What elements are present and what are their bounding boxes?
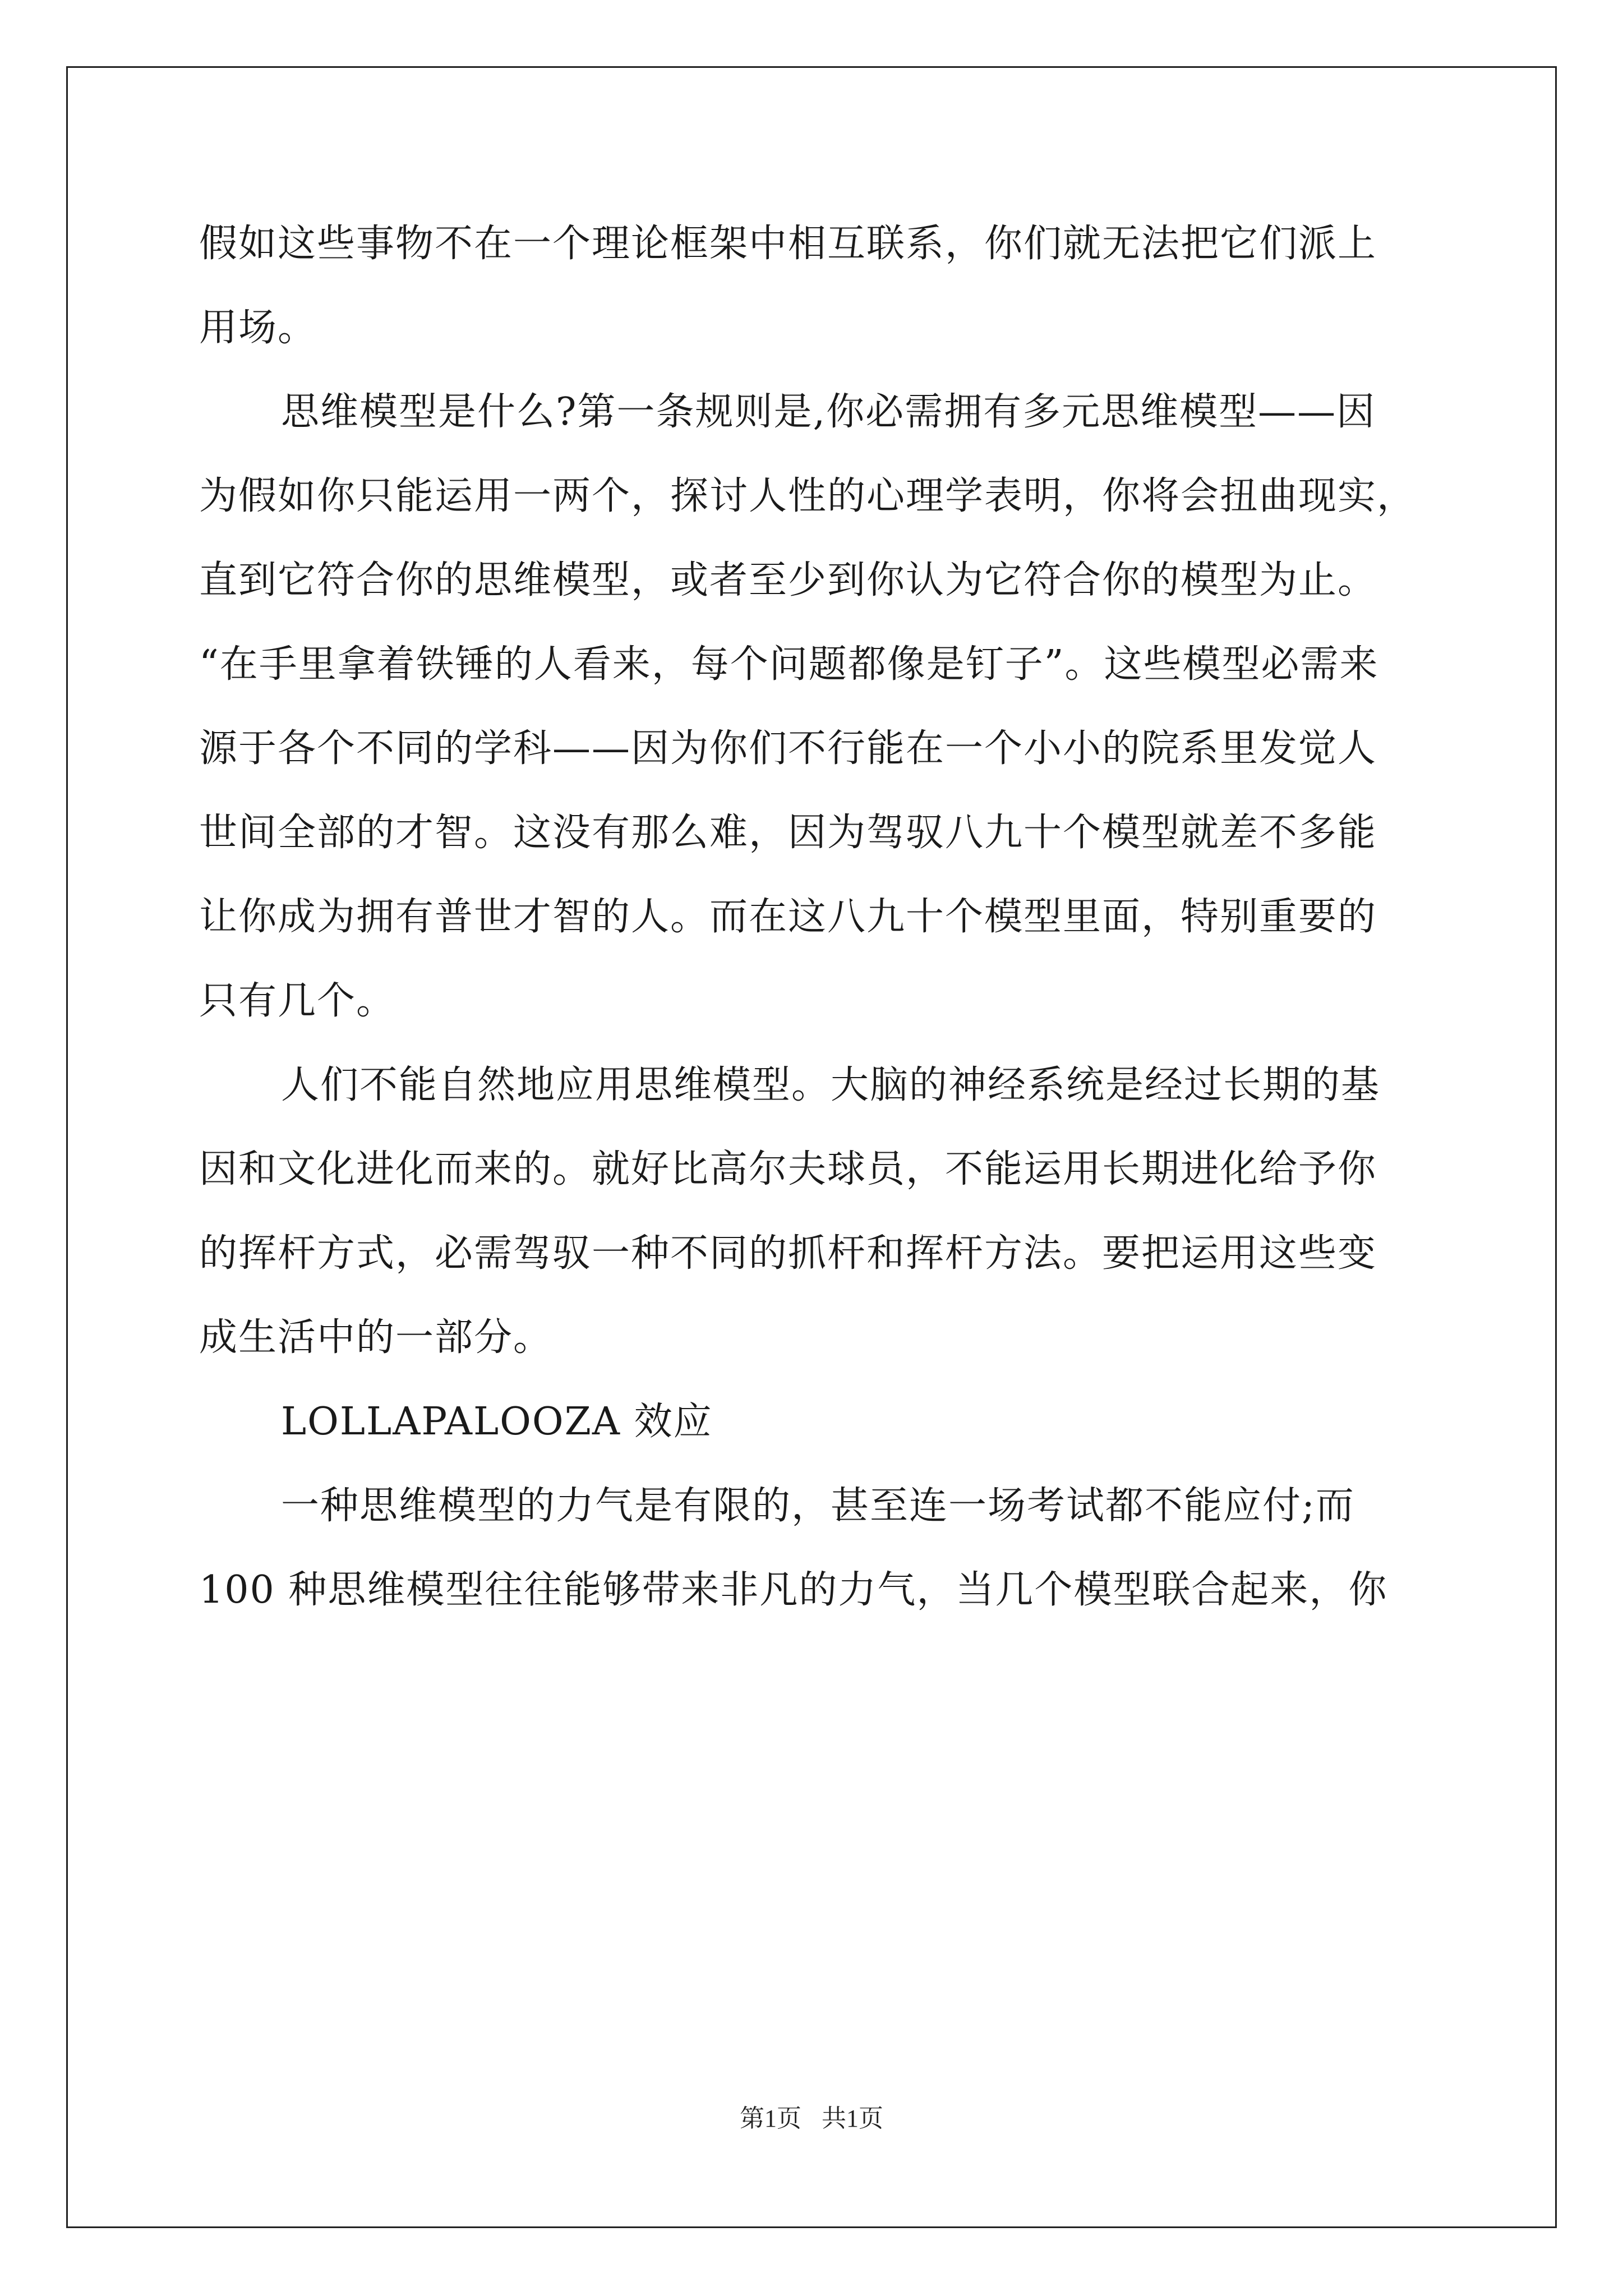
text-line: 假如这些事物不在一个理论框架中相互联系，你们就无法把它们派上 (199, 222, 1377, 266)
text-line: 为假如你只能运用一两个，探讨人性的心理学表明，你将会扭曲现实， (199, 474, 1417, 518)
text-line: 因和文化进化而来的。就好比高尔夫球员，不能运用长期进化给予你 (199, 1147, 1377, 1191)
text-line: 人们不能自然地应用思维模型。大脑的神经系统是经过长期的基 (281, 1063, 1381, 1107)
text-line: 只有几个。 (199, 979, 396, 1023)
text-line: 直到它符合你的思维模型，或者至少到你认为它符合你的模型为止。 (199, 558, 1377, 602)
text-line: 源于各个不同的学科——因为你们不行能在一个小小的院系里发觉人 (199, 726, 1377, 771)
text-line: 成生活中的一部分。 (199, 1315, 553, 1360)
page-number: 第1页 (740, 2105, 801, 2132)
text-line: “在手里拿着铁锤的人看来，每个问题都像是钉子”。这些模型必需来 (199, 642, 1379, 687)
text-line: 世间全部的才智。这没有那么难，因为驾驭八九十个模型就差不多能 (199, 811, 1377, 855)
text-line: 100 种思维模型往往能够带来非凡的力气，当几个模型联合起来，你 (199, 1568, 1388, 1612)
text-line: 思维模型是什么?第一条规则是,你必需拥有多元思维模型——因 (281, 390, 1376, 434)
text-line: 让你成为拥有普世才智的人。而在这八九十个模型里面，特别重要的 (199, 895, 1377, 939)
document-body (199, 202, 1422, 1632)
section-heading: LOLLAPALOOZA 效应 (281, 1400, 713, 1444)
page-footer (0, 2098, 1623, 2134)
text-line: 一种思维模型的力气是有限的，甚至连一场考试都不能应付;而 (281, 1484, 1355, 1528)
page-total: 共1页 (822, 2105, 883, 2132)
text-line: 的挥杆方式，必需驾驭一种不同的抓杆和挥杆方法。要把运用这些变 (199, 1231, 1377, 1276)
text-line: 用场。 (199, 306, 317, 350)
